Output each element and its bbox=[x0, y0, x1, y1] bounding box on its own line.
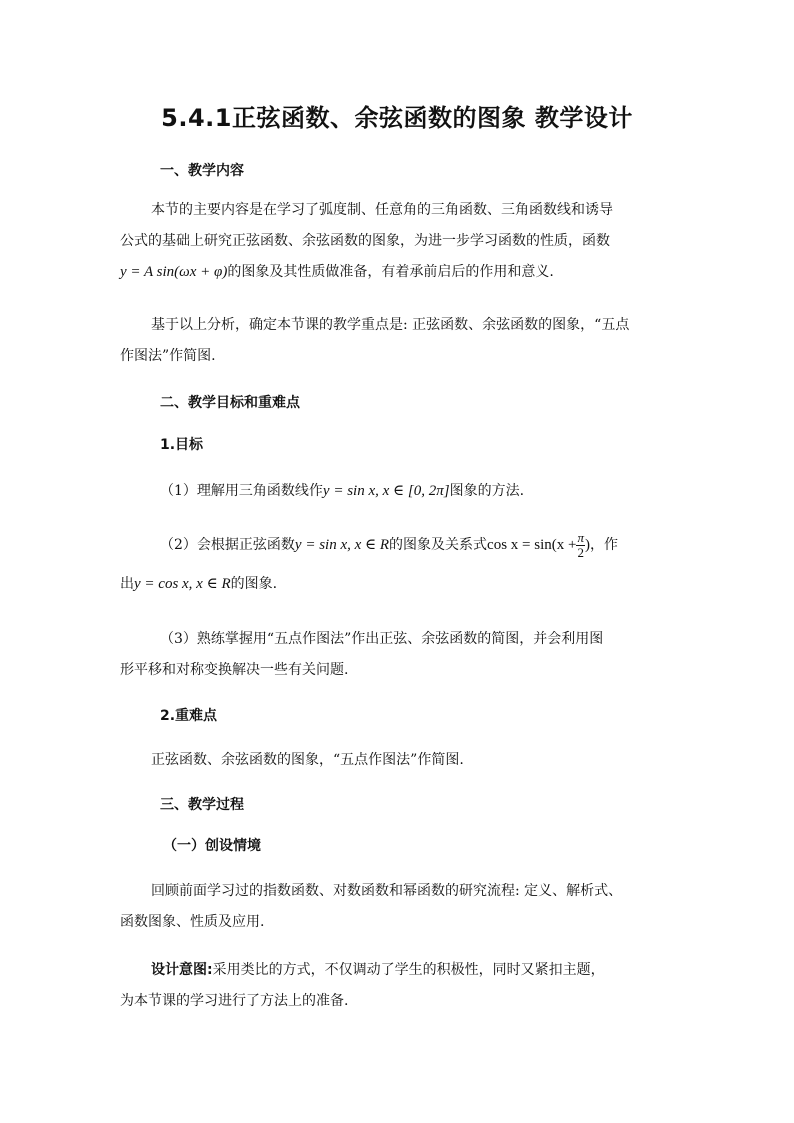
section-heading-process: 三、教学过程 bbox=[160, 797, 244, 813]
paragraph-line: 正弦函数、余弦函数的图象，“五点作图法”作简图. bbox=[151, 752, 464, 768]
paragraph-text: 采用类比的方式，不仅调动了学生的积极性，同时又紧扣主题， bbox=[212, 962, 605, 978]
formula: y = cos x, x ∈ R bbox=[134, 576, 231, 592]
paragraph-line: 函数图象、性质及应用. bbox=[120, 914, 265, 930]
section-heading-content: 一、教学内容 bbox=[160, 163, 244, 179]
paragraph-line: 本节的主要内容是在学习了弧度制、任意角的三角函数、三角函数线和诱导 bbox=[151, 202, 613, 218]
paragraph-line bbox=[120, 955, 676, 986]
paragraph-design-intent bbox=[120, 955, 676, 1017]
document-title: 5.4.1正弦函数、余弦函数的图象 教学设计 bbox=[161, 104, 633, 132]
paragraph-line bbox=[120, 530, 676, 561]
paragraph-line: 回顾前面学习过的指数函数、对数函数和幂函数的研究流程: 定义、解析式、 bbox=[151, 883, 623, 899]
paragraph-text: 出 bbox=[120, 576, 134, 592]
paragraph-analysis bbox=[120, 310, 676, 372]
fraction-denominator: 2 bbox=[577, 544, 584, 560]
formula: y = A sin(ωx + φ) bbox=[120, 264, 228, 280]
paragraph-text: ，作 bbox=[589, 537, 618, 553]
paragraph-line: 为本节课的学习进行了方法上的准备. bbox=[120, 993, 349, 1009]
paragraph-line bbox=[120, 476, 676, 507]
goal-item-2 bbox=[120, 530, 676, 600]
paragraph-text: 的图象及其性质做准备，有着承前启后的作用和意义. bbox=[227, 264, 554, 280]
paragraph-text: （2）会根据正弦函数 bbox=[160, 537, 295, 553]
goal-item-1 bbox=[120, 476, 676, 507]
paragraph-text: 图象的方法. bbox=[449, 483, 525, 499]
paragraph-key-points bbox=[120, 745, 676, 776]
subheading-goals: 1.目标 bbox=[160, 437, 204, 453]
formula: y = sin x, x ∈ [0, 2π] bbox=[322, 483, 450, 499]
paragraph-content bbox=[120, 195, 676, 288]
paragraph-text: 的图象及关系式 bbox=[389, 537, 488, 553]
formula: y = sin x, x ∈ R bbox=[294, 537, 390, 553]
section-heading-goals: 二、教学目标和重难点 bbox=[160, 395, 300, 411]
goal-item-3 bbox=[120, 624, 676, 686]
paragraph-line bbox=[120, 257, 676, 288]
paragraph-line: 公式的基础上研究正弦函数、余弦函数的图象，为进一步学习函数的性质，函数 bbox=[120, 233, 610, 249]
subheading-scenario: （一）创设情境 bbox=[163, 838, 261, 854]
fraction-numerator: π bbox=[577, 529, 584, 545]
formula: ) bbox=[584, 537, 590, 553]
paragraph-line: 基于以上分析，确定本节课的教学重点是: 正弦函数、余弦函数的图象，“五点 bbox=[151, 317, 630, 333]
design-intent-label: 设计意图: bbox=[151, 962, 213, 978]
paragraph-review bbox=[120, 876, 676, 938]
paragraph-line: 作图法”作简图. bbox=[120, 348, 216, 364]
paragraph-text: 的图象. bbox=[230, 576, 278, 592]
paragraph-line: （3）熟练掌握用“五点作图法”作出正弦、余弦函数的简图，并会利用图 bbox=[160, 631, 604, 647]
formula: cos x = sin(x + bbox=[487, 537, 577, 553]
paragraph-line bbox=[120, 569, 676, 600]
paragraph-line: 形平移和对称变换解决一些有关问题. bbox=[120, 662, 349, 678]
subheading-key-points: 2.重难点 bbox=[160, 708, 218, 724]
fraction bbox=[576, 531, 585, 560]
paragraph-text: （1）理解用三角函数线作 bbox=[160, 483, 323, 499]
